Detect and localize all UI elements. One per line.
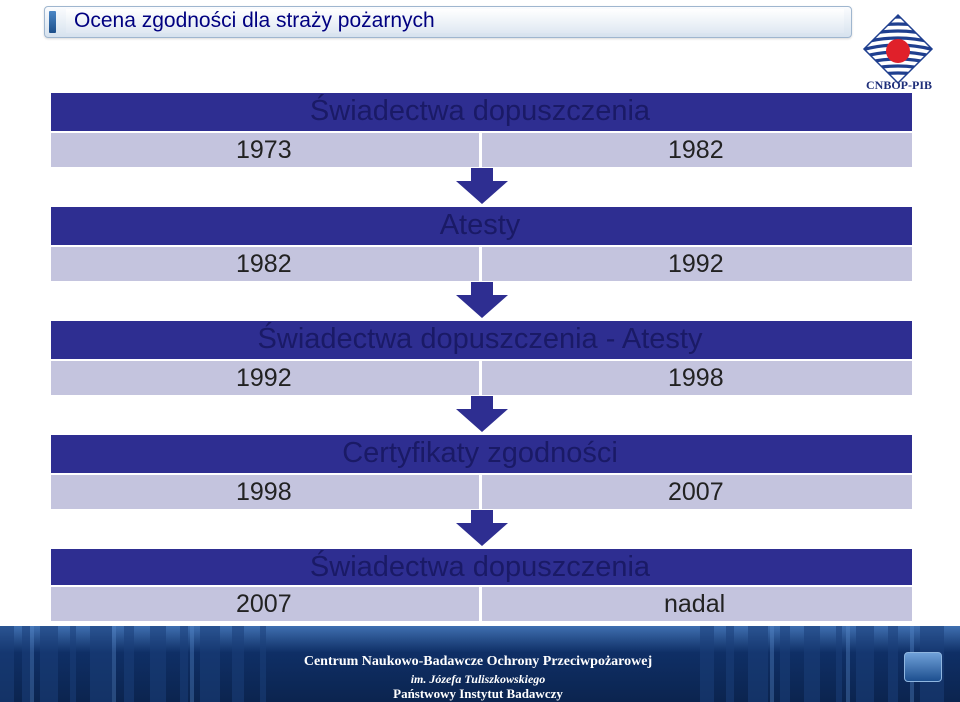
stage-title: Świadectwa dopuszczenia: [309, 551, 651, 583]
end-year: 2007: [668, 478, 724, 506]
footer-institute-type: Państwowy Instytut Badawczy: [393, 686, 563, 701]
start-year: 1973: [236, 136, 292, 164]
start-year: 1982: [236, 250, 292, 278]
start-year: 2007: [236, 590, 292, 618]
footer-institution-name: Centrum Naukowo-Badawcze Ochrony Przeciwpożarowej: [303, 654, 653, 669]
down-arrow-icon: [456, 510, 508, 546]
end-year: 1982: [668, 136, 724, 164]
end-year: nadal: [664, 590, 726, 618]
stage-title: Atesty: [439, 209, 521, 241]
footer-patron-name: im. Józefa Tuliszkowskiego: [410, 672, 546, 686]
years-row: [51, 473, 912, 509]
years-row: [51, 359, 912, 395]
stage-title: Certyfikaty zgodności: [342, 437, 618, 469]
end-year: 1998: [668, 364, 724, 392]
next-slide-button[interactable]: [904, 652, 942, 682]
down-arrow-icon: [456, 168, 508, 204]
years-row: [51, 585, 912, 621]
down-arrow-icon: [456, 396, 508, 432]
stage-title: Świadectwa dopuszczenia - Atesty: [257, 323, 703, 355]
end-year: 1992: [668, 250, 724, 278]
down-arrow-icon: [456, 282, 508, 318]
start-year: 1998: [236, 478, 292, 506]
start-year: 1992: [236, 364, 292, 392]
years-row: [51, 131, 912, 167]
slide-title: Ocena zgodności dla straży pożarnych: [74, 9, 435, 32]
stage-title: Świadectwa dopuszczenia: [309, 95, 651, 127]
title-accent-bar: [49, 11, 56, 33]
years-row: [51, 245, 912, 281]
logo-text: CNBOP-PIB: [866, 78, 932, 92]
